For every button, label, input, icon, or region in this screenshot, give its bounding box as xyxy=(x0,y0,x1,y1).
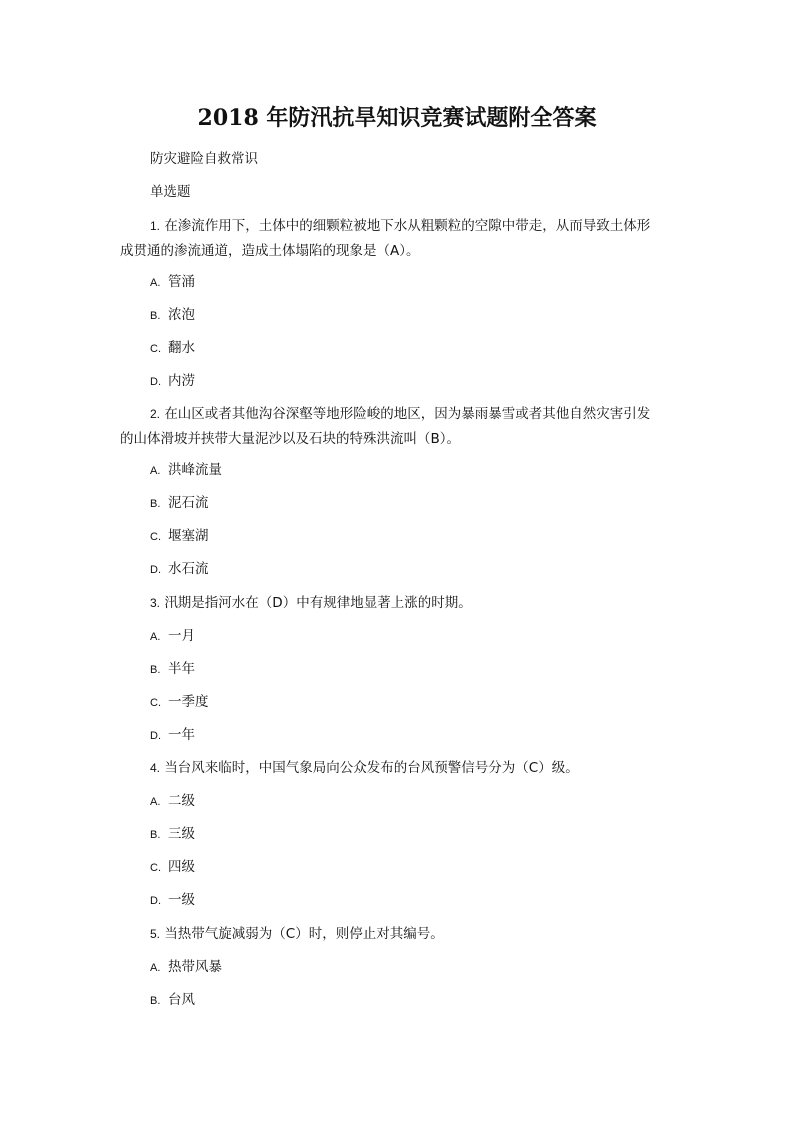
option-letter: A. xyxy=(150,962,161,974)
option-letter: D. xyxy=(150,376,161,388)
question-5-line-1 xyxy=(150,925,444,943)
question-3-option-b xyxy=(150,660,195,679)
option-text: 台风 xyxy=(168,992,195,1008)
option-text: 半年 xyxy=(168,661,195,677)
option-letter: A. xyxy=(150,796,161,808)
question-2-number: 2. xyxy=(150,407,161,421)
document-title: 2018 年防汛抗旱知识竞赛试题附全答案 xyxy=(197,105,597,131)
question-3-option-a xyxy=(150,627,195,646)
question-4-text: 当台风来临时，中国气象局向公众发布的台风预警信号分为（C）级。 xyxy=(164,760,579,776)
option-letter: A. xyxy=(150,277,161,289)
option-letter: B. xyxy=(150,498,161,510)
question-1-number: 1. xyxy=(150,219,161,233)
question-2-text: 在山区或者其他沟谷深壑等地形险峻的地区，因为暴雨暴雪或者其他自然灾害引发 xyxy=(164,406,651,422)
option-letter: C. xyxy=(150,343,161,355)
option-letter: B. xyxy=(150,310,161,322)
question-2-option-b xyxy=(150,494,209,513)
question-1-line-2: 成贯通的渗流通道，造成土体塌陷的现象是（A）。 xyxy=(120,243,420,259)
question-4-line-1 xyxy=(150,759,579,777)
option-text: 翻水 xyxy=(168,340,195,356)
question-3-line-1 xyxy=(150,594,472,612)
option-text: 浓泡 xyxy=(168,307,195,323)
question-1-option-a xyxy=(150,273,195,292)
question-2-option-d xyxy=(150,560,209,579)
question-4-option-a xyxy=(150,792,195,811)
option-text: 泥石流 xyxy=(168,495,209,511)
option-text: 二级 xyxy=(168,793,195,809)
option-letter: B. xyxy=(150,664,161,676)
question-1-option-d xyxy=(150,372,195,391)
option-letter: C. xyxy=(150,531,161,543)
question-5-option-a xyxy=(150,958,222,977)
question-2-line-1 xyxy=(150,405,650,423)
option-text: 内涝 xyxy=(168,373,195,389)
option-text: 堰塞湖 xyxy=(168,528,209,544)
question-4-option-b xyxy=(150,825,195,844)
option-text: 管涌 xyxy=(168,274,195,290)
question-type-heading: 单选题 xyxy=(150,184,191,200)
option-text: 四级 xyxy=(168,859,195,875)
option-letter: C. xyxy=(150,697,161,709)
question-1-line-1 xyxy=(150,217,650,235)
option-letter: C. xyxy=(150,862,161,874)
option-text: 一年 xyxy=(168,727,195,743)
question-3-number: 3. xyxy=(150,596,161,610)
option-text: 三级 xyxy=(168,826,195,842)
question-2-option-a xyxy=(150,461,222,480)
question-3-option-c xyxy=(150,693,209,712)
option-letter: D. xyxy=(150,730,161,742)
option-letter: B. xyxy=(150,995,161,1007)
question-2-line-2: 的山体滑坡并挟带大量泥沙以及石块的特殊洪流叫（B）。 xyxy=(120,431,461,447)
question-2-option-c xyxy=(150,527,209,546)
question-4-number: 4. xyxy=(150,761,161,775)
question-4-option-d xyxy=(150,891,195,910)
question-1-option-c xyxy=(150,339,195,358)
question-1-text: 在渗流作用下，土体中的细颗粒被地下水从粗颗粒的空隙中带走，从而导致土体形 xyxy=(164,218,651,234)
section-heading: 防灾避险自救常识 xyxy=(150,151,258,167)
option-letter: D. xyxy=(150,564,161,576)
option-text: 一月 xyxy=(168,628,195,644)
question-3-option-d xyxy=(150,726,195,745)
option-letter: A. xyxy=(150,631,161,643)
question-4-option-c xyxy=(150,858,195,877)
question-5-text: 当热带气旋减弱为（C）时，则停止对其编号。 xyxy=(164,926,444,942)
option-letter: B. xyxy=(150,829,161,841)
question-5-option-b xyxy=(150,991,195,1010)
option-text: 一季度 xyxy=(168,694,209,710)
question-3-text: 汛期是指河水在（D）中有规律地显著上涨的时期。 xyxy=(164,595,472,611)
question-1-option-b xyxy=(150,306,195,325)
option-text: 水石流 xyxy=(168,561,209,577)
option-letter: D. xyxy=(150,895,161,907)
option-letter: A. xyxy=(150,465,161,477)
option-text: 一级 xyxy=(168,892,195,908)
question-5-number: 5. xyxy=(150,927,161,941)
option-text: 洪峰流量 xyxy=(168,462,222,478)
option-text: 热带风暴 xyxy=(168,959,222,975)
